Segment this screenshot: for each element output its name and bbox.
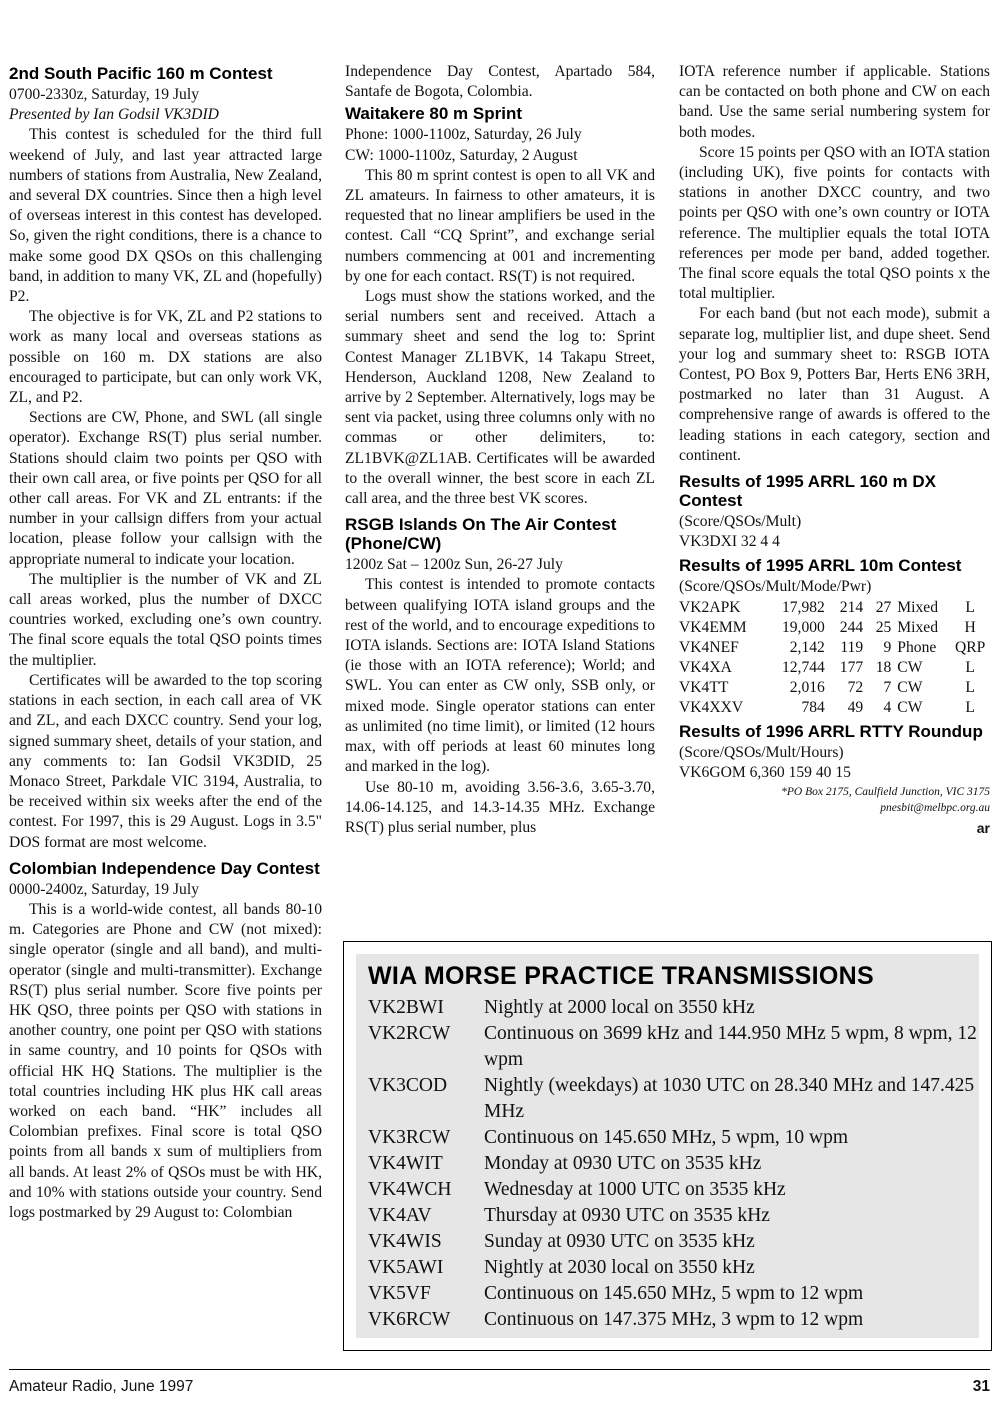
schedule: Nightly (weekdays) at 1030 UTC on 28.340 MHz and 147.425 MHz bbox=[484, 1075, 975, 1122]
results-format: (Score/QSOs/Mult/Hours) bbox=[679, 743, 844, 761]
morse-row bbox=[368, 995, 979, 1021]
table-cell: L bbox=[965, 678, 975, 696]
table-cell: VK2APK bbox=[679, 598, 741, 616]
table-row bbox=[679, 618, 990, 638]
table-cell: 177 bbox=[839, 658, 864, 676]
callsign: VK2BWI bbox=[368, 997, 444, 1018]
schedule: Sunday at 0930 UTC on 3535 kHz bbox=[484, 1231, 755, 1252]
paragraph: The multiplier is the number of VK and ZL call areas worked, plus the number of DXCC countries worked, excluding one’s own country. The final score equals the total QSO points times the multiplier. bbox=[9, 570, 322, 669]
morse-practice-title: WIA MORSE PRACTICE TRANSMISSIONS bbox=[368, 962, 874, 990]
table-cell: VK4NEF bbox=[679, 638, 739, 656]
table-row bbox=[679, 658, 990, 678]
schedule: Continuous on 145.650 MHz, 5 wpm, 10 wpm bbox=[484, 1127, 849, 1148]
schedule: Nightly at 2030 local on 3550 kHz bbox=[484, 1257, 755, 1278]
table-cell: 119 bbox=[840, 638, 864, 656]
paragraph: Certificates will be awarded to the top scoring stations in each section, in each call area of VK and ZL, and each DXCC country. Send your log, signed summary sheet, details of your station, and any comments to: Ian Godsil VK3DID, 25 Monaco Street, Parkdale VIC 3194, Australia, to be received within six weeks after the end of the contest. For 1997, this is 29 August. Logs in 3.5" DOS format are most welcome. bbox=[9, 671, 322, 851]
column-3 bbox=[679, 62, 990, 838]
callsign: VK3COD bbox=[368, 1075, 448, 1096]
table-cell: VK4XA bbox=[679, 658, 732, 676]
column-2 bbox=[345, 62, 655, 838]
table-cell: 4 bbox=[883, 698, 892, 716]
callsign: VK2RCW bbox=[368, 1023, 451, 1044]
table-cell: CW bbox=[897, 678, 923, 696]
table-cell: 27 bbox=[875, 598, 892, 616]
table-cell: VK4EMM bbox=[679, 618, 747, 636]
results-format: (Score/QSOs/Mult/Mode/Pwr) bbox=[679, 578, 872, 596]
table-cell: 214 bbox=[839, 598, 864, 616]
author-email: pnesbit@melbpc.org.au bbox=[880, 802, 990, 815]
table-cell: 2,016 bbox=[789, 678, 825, 696]
schedule: Continuous on 3699 kHz and 144.950 MHz 5 wpm, 8 wpm, 12 wpm bbox=[484, 1023, 977, 1070]
schedule: Thursday at 0930 UTC on 3535 kHz bbox=[484, 1205, 770, 1226]
footer-publication: Amateur Radio, June 1997 bbox=[9, 1378, 194, 1395]
table-cell: 9 bbox=[883, 638, 892, 656]
heading-results-rtty: Results of 1996 ARRL RTTY Roundup bbox=[679, 721, 983, 741]
footer-divider bbox=[9, 1369, 990, 1370]
morse-row bbox=[368, 1229, 979, 1255]
paragraph: Sections are CW, Phone, and SWL (all single operator). Exchange RS(T) plus serial number. Stations should claim two points per QSO with their own call area, or five points per QSO for all other call areas. For VK and ZL entrants: if the number in your callsign differs from your actual location, please follow your callsign with the appropriate numeral to indicate your location. bbox=[9, 409, 322, 568]
paragraph: Independence Day Contest, Apartado 584, Santafe de Bogota, Colombia. bbox=[345, 63, 655, 101]
results-line: VK6GOM 6,360 159 40 15 bbox=[679, 763, 851, 781]
results-format: (Score/QSOs/Mult) bbox=[679, 513, 802, 531]
heading-colombian-contest: Colombian Independence Day Contest bbox=[9, 858, 320, 878]
table-cell: L bbox=[965, 598, 975, 616]
morse-row bbox=[368, 1255, 979, 1281]
table-cell: 18 bbox=[875, 658, 892, 676]
callsign: VK3RCW bbox=[368, 1127, 451, 1148]
paragraph: The objective is for VK, ZL and P2 stations to work as many local and overseas stations as possible on 160 m. DX stations are also encouraged to participate, but can only work VK, ZL, and P2. bbox=[9, 308, 322, 407]
table-cell: CW bbox=[897, 698, 923, 716]
table-row bbox=[679, 678, 990, 698]
paragraph: Score 15 points per QSO with an IOTA station (including UK), five points for contacts with stations in another DXCC country, and two points per QSO with one’s own country or IOTA reference. The multiplier equals the total IOTA references per mode per band, added together. The final score equals the total QSO points x the total multiplier. bbox=[679, 143, 990, 303]
morse-row bbox=[368, 1125, 979, 1151]
contest-time: 0700-2330z, Saturday, 19 July bbox=[9, 86, 199, 103]
heading-south-pacific-contest: 2nd South Pacific 160 m Contest bbox=[9, 64, 273, 83]
heading-results-160m: Results of 1995 ARRL 160 m DX Contest bbox=[679, 472, 936, 511]
callsign: VK4WIS bbox=[368, 1231, 442, 1252]
schedule: Monday at 0930 UTC on 3535 kHz bbox=[484, 1153, 762, 1174]
morse-row bbox=[368, 1307, 979, 1333]
table-cell: L bbox=[965, 698, 975, 716]
table-cell: 72 bbox=[847, 678, 864, 696]
schedule: Continuous on 147.375 MHz, 3 wpm to 12 wpm bbox=[484, 1309, 864, 1330]
paragraph: This is a world-wide contest, all bands 80-10 m. Categories are Phone and CW (not mixed): single operator (single and all band), and multi-operator (single and multi-transmitter). Exchange RS(T) plus serial number. Score five points per HK QSO, three points per QSO with stations in another country, one point per QSO with stations in same country, and 10 points for QSOs with official HK HQ Stations. The multiplier is the total countries including HK plus HK call areas worked on each band. “HK” includes all Colombian prefixes. Final score is total QSO points from all bands x sum of multipliers from all bands. At least 2% of QSOs must be with HK, and 10% with stations outside your country. Send logs postmarked by 29 August to: Colombian bbox=[9, 900, 322, 1221]
table-cell: L bbox=[965, 658, 975, 676]
table-cell: Mixed bbox=[897, 598, 939, 616]
table-cell: Mixed bbox=[897, 618, 939, 636]
table-cell: 25 bbox=[875, 618, 892, 636]
author-address: *PO Box 2175, Caulfield Junction, VIC 3175 bbox=[781, 786, 990, 799]
contest-time: 0000-2400z, Saturday, 19 July bbox=[9, 880, 199, 898]
morse-practice-box bbox=[343, 941, 992, 1351]
page-number: 31 bbox=[972, 1378, 990, 1395]
paragraph: Logs must show the stations worked, and the serial numbers sent and received. Attach a summary sheet and send the log to: Sprint Contest Manager ZL1BVK, 14 Takapu Street, Henderson, Auckland 1208, New Zealand to arrive by 2 September. Alternatively, logs may be sent via packet, using three columns only with no commas or other delimiters, to: ZL1BVK@ZL1AB. Certificates will be awarded to the overall winner, the best score in each ZL call area, and the three best VK scores. bbox=[345, 288, 655, 508]
table-cell: 244 bbox=[839, 618, 864, 636]
table-cell: 2,142 bbox=[789, 638, 825, 656]
table-cell: 7 bbox=[883, 678, 892, 696]
column-1 bbox=[9, 62, 322, 1223]
table-cell: 19,000 bbox=[781, 618, 825, 636]
morse-row bbox=[368, 1073, 979, 1125]
contest-time: 1200z Sat – 1200z Sun, 26-27 July bbox=[345, 556, 563, 574]
table-row bbox=[679, 638, 990, 658]
morse-row bbox=[368, 1151, 979, 1177]
morse-row bbox=[368, 1281, 979, 1307]
callsign: VK4WCH bbox=[368, 1179, 452, 1200]
table-cell: H bbox=[964, 618, 976, 636]
heading-waitakere-sprint: Waitakere 80 m Sprint bbox=[345, 104, 522, 124]
callsign: VK5AWI bbox=[368, 1257, 444, 1278]
contest-time: CW: 1000-1100z, Saturday, 2 August bbox=[345, 146, 578, 164]
table-cell: VK4TT bbox=[679, 678, 729, 696]
table-cell: QRP bbox=[955, 638, 986, 656]
schedule: Wednesday at 1000 UTC on 3535 kHz bbox=[484, 1179, 786, 1200]
callsign: VK4AV bbox=[368, 1205, 432, 1226]
schedule: Nightly at 2000 local on 3550 kHz bbox=[484, 997, 755, 1018]
table-cell: 784 bbox=[801, 698, 825, 716]
table-row bbox=[679, 698, 990, 718]
table-cell: CW bbox=[897, 658, 923, 676]
table-cell: Phone bbox=[897, 638, 937, 656]
schedule: Continuous on 145.650 MHz, 5 wpm to 12 wpm bbox=[484, 1283, 864, 1304]
presenter: Presented by Ian Godsil VK3DID bbox=[9, 106, 219, 124]
paragraph: IOTA reference number if applicable. Stations can be contacted on both phone and CW on each band. Use the same serial numbering system for both modes. bbox=[679, 63, 990, 141]
end-mark: ar bbox=[976, 820, 990, 837]
results-10m-table bbox=[679, 598, 990, 718]
callsign: VK5VF bbox=[368, 1283, 431, 1304]
paragraph: This contest is intended to promote contacts between qualifying IOTA island groups and the rest of the world, and to encourage expeditions to IOTA islands. Sections are: IOTA Island Stations (ie those with an IOTA reference); World; and SWL. You can enter as CW only, SSB only, or mixed mode. Single operator stations can enter as unlimited (no time limit), or limited (12 hours max, with off periods at least 60 minutes long and marked in the log). bbox=[345, 576, 655, 776]
paragraph: This 80 m sprint contest is open to all VK and ZL amateurs. In fairness to other amateurs, it is requested that no linear amplifiers be used in the contest. Call “CQ Sprint”, and exchange serial numbers commencing at 001 and incrementing by one for each contact. RS(T) is not required. bbox=[345, 166, 655, 285]
morse-row bbox=[368, 1203, 979, 1229]
contest-time: Phone: 1000-1100z, Saturday, 26 July bbox=[345, 126, 582, 144]
callsign: VK4WIT bbox=[368, 1153, 443, 1174]
morse-practice-table bbox=[368, 995, 979, 1333]
table-cell: VK4XXV bbox=[679, 698, 744, 716]
table-cell: 12,744 bbox=[781, 658, 825, 676]
results-line: VK3DXI 32 4 4 bbox=[679, 533, 780, 551]
paragraph: This contest is scheduled for the third full weekend of July, and last year attracted large numbers of stations from Australia, New Zealand, and several DX countries. Since then a high level of overseas interest in this contest has developed. So, given the right conditions, there is a chance to make some good DX QSOs on this challenging band, in addition to many VK, ZL and (hopefully) P2. bbox=[9, 126, 322, 306]
table-cell: 17,982 bbox=[781, 598, 825, 616]
table-cell: 49 bbox=[847, 698, 864, 716]
paragraph: For each band (but not each mode), submit a separate log, multiplier list, and dupe sheet. Send your log and summary sheet to: RSGB IOTA Contest, PO Box 9, Potters Bar, Herts EN6 3RH, postmarked no later than 31 August. A comprehensive range of awards is offered to the leading stations in each category, section and continent. bbox=[679, 305, 990, 464]
morse-practice-panel bbox=[356, 954, 979, 1338]
paragraph: Use 80-10 m, avoiding 3.56-3.6, 3.65-3.70, 14.06-14.125, and 14.3-14.35 MHz. Exchange RS(T) plus serial number, plus bbox=[345, 778, 655, 836]
heading-rsgb-iota-contest: RSGB Islands On The Air Contest (Phone/CW) bbox=[345, 515, 617, 554]
heading-results-10m: Results of 1995 ARRL 10m Contest bbox=[679, 556, 962, 576]
callsign: VK6RCW bbox=[368, 1309, 451, 1330]
morse-row bbox=[368, 1021, 979, 1073]
morse-row bbox=[368, 1177, 979, 1203]
table-row bbox=[679, 598, 990, 618]
